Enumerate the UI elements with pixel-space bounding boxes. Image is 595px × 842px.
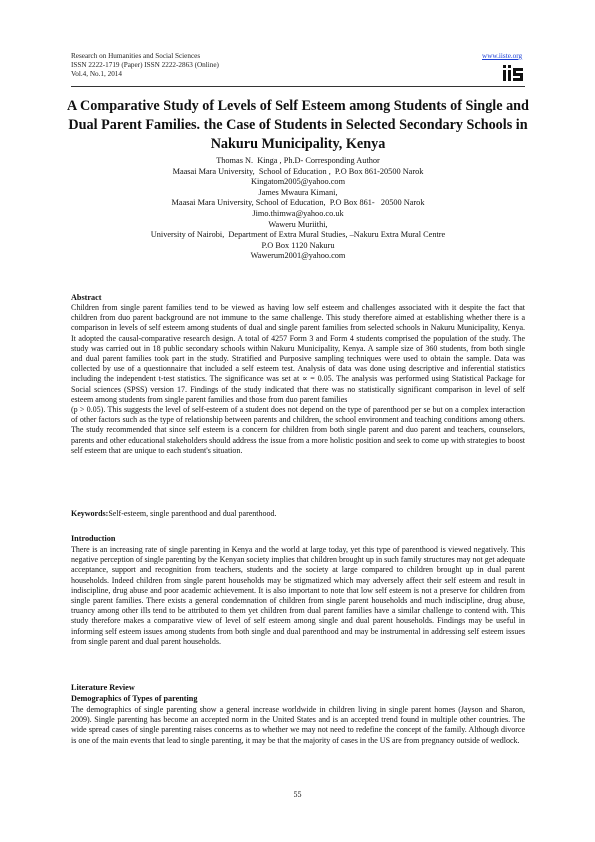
author-line: Thomas N. Kinga , Ph.D- Corresponding Author — [216, 156, 380, 165]
demographics-subheading: Demographics of Types of parenting — [71, 694, 198, 703]
author-line: University of Nairobi, Department of Extra Mural Studies, –Nakuru Extra Mural Centre — [150, 230, 446, 240]
author-email: Kingatom2005@yahoo.com — [250, 177, 346, 187]
author-line: Maasai Mara University, School of Education , P.O Box 861-20500 Narok — [172, 166, 424, 176]
abstract-body — [71, 303, 525, 456]
website-link[interactable]: www.iiste.org — [482, 52, 523, 60]
volume-line: Vol.4, No.1, 2014 — [71, 70, 122, 78]
issn-line: ISSN 2222-1719 (Paper) ISSN 2222-2863 (Online) — [71, 61, 219, 69]
abstract-text-continued: (p > 0.05). This suggests the level of self-esteem of a student does not depend on the type of parenthood per se but on a complex interaction of other factors such as the type of relationship between parents and children, the school environment and teaching conditions among others. The study recommended that since self esteem is a concern for children from both single parent and duo parent and teachers, counselors, parents and other educational stakeholders should address the issue from a more holistic position and seek to come up with strategies to boost self esteem that are unique to each student's situation. — [71, 405, 525, 455]
author-email: Wawerum2001@yahoo.com — [250, 251, 346, 261]
author-line: James Mwaura Kimani, — [258, 187, 338, 197]
journal-name: Research on Humanities and Social Sciences — [71, 52, 201, 60]
author-email: Jimo.thimwa@yahoo.co.uk — [252, 208, 344, 218]
literature-text: The demographics of single parenting show a general increase worldwide in children living in single parent homes (Jayson and Sharon, 2009). Single parenting has become an accepted norm in the United States and is an accepted trend found in multiple other countries. The wide spread cases of single parenting raises concerns as to whether we may not need to redefine the concept of the family. Although divorce is one of the main events that lead to single parenting, it may be that the majority of cases in the US are from pregnancy outside of wedlock. — [71, 705, 525, 745]
author-line: Maasai Mara University, School of Education, P.O Box 861- 20500 Narok — [171, 198, 425, 208]
keywords-line — [71, 509, 277, 518]
abstract-text: Children from single parent families tend to be viewed as having low self esteem and challenges associated with it despite the fact that children from duo parent background are not immune to the same challenge. This study therefore aimed at establishing whether there is a comparison in levels of self esteem among students of dual and single parent families from selected schools in Nakuru Municipality, Kenya. It adopted the causal-comparative research design. A total of 4257 Form 3 and Form 4 students comprised the population of the study. The study was carried out in 18 public secondary schools within Nakuru Municipality, Kenya. A sample size of 360 students, from both single and dual parent families took part in the study. Stratified and Purposive sampling techniques were used to obtain the sample. Data was collected by use of a questionnaire that included a self esteem test. Analysis of data was done using descriptive and inferential statistics including the independent t-test statistics. The significance was set at ∝ = 0.05. The analysis was performed using Statistical Package for Social sciences (SPSS) version 17. Findings of the study indicated that there was no statistically significant comparison in level of self esteem among students from single parent families and those from duo parent families — [71, 303, 525, 404]
author-block — [71, 156, 525, 262]
paper-title: A Comparative Study of Levels of Self Esteem among Students of Single and Dual Parent Families. the Case of Students in Selected Secondary Schools in Nakuru Municipality, Kenya — [67, 98, 529, 152]
author-line: Waweru Muriithi, — [268, 219, 328, 229]
iiste-logo-icon — [502, 62, 524, 82]
introduction-heading: Introduction — [71, 534, 116, 543]
header-divider — [71, 86, 525, 87]
page-number: 55 — [293, 790, 302, 799]
keywords-text: Self-esteem, single parenthood and dual parenthood. — [108, 509, 277, 518]
literature-review-heading: Literature Review — [71, 683, 135, 692]
introduction-text: There is an increasing rate of single parenting in Kenya and the world at large today, yet this type of parenthood is viewed negatively. This negative perception of single parenting by the Kenyan society implies that children brought up in such family structures may not get adequate acceptance, support and recognition from teachers, students and the society at large compared to children brought up in dual parent households. Indeed children from single parent households may be stigmatized which may adversely affect their self esteem and result in indiscipline, drug abuse and poor academic achievement. It is also important to note that low self esteem is not a preserve for children from single parent families. There exists a general condemnation of children from single parent households and much indiscipline, drug abuse, truancy among other ills tend to be attributed to them yet children from dual parent families have a similar challenge to contend with. This study therefore makes a comparative view of level of self esteem among single and dual parent households. Findings may be useful in informing self esteem issues among students from both single and dual parenthood and may be instrumental in addressing self esteem issues from single parent and dual parent households. — [71, 545, 525, 646]
keywords-label: Keywords: — [71, 509, 109, 518]
author-line: P.O Box 1120 Nakuru — [261, 240, 335, 250]
abstract-heading: Abstract — [71, 293, 102, 302]
